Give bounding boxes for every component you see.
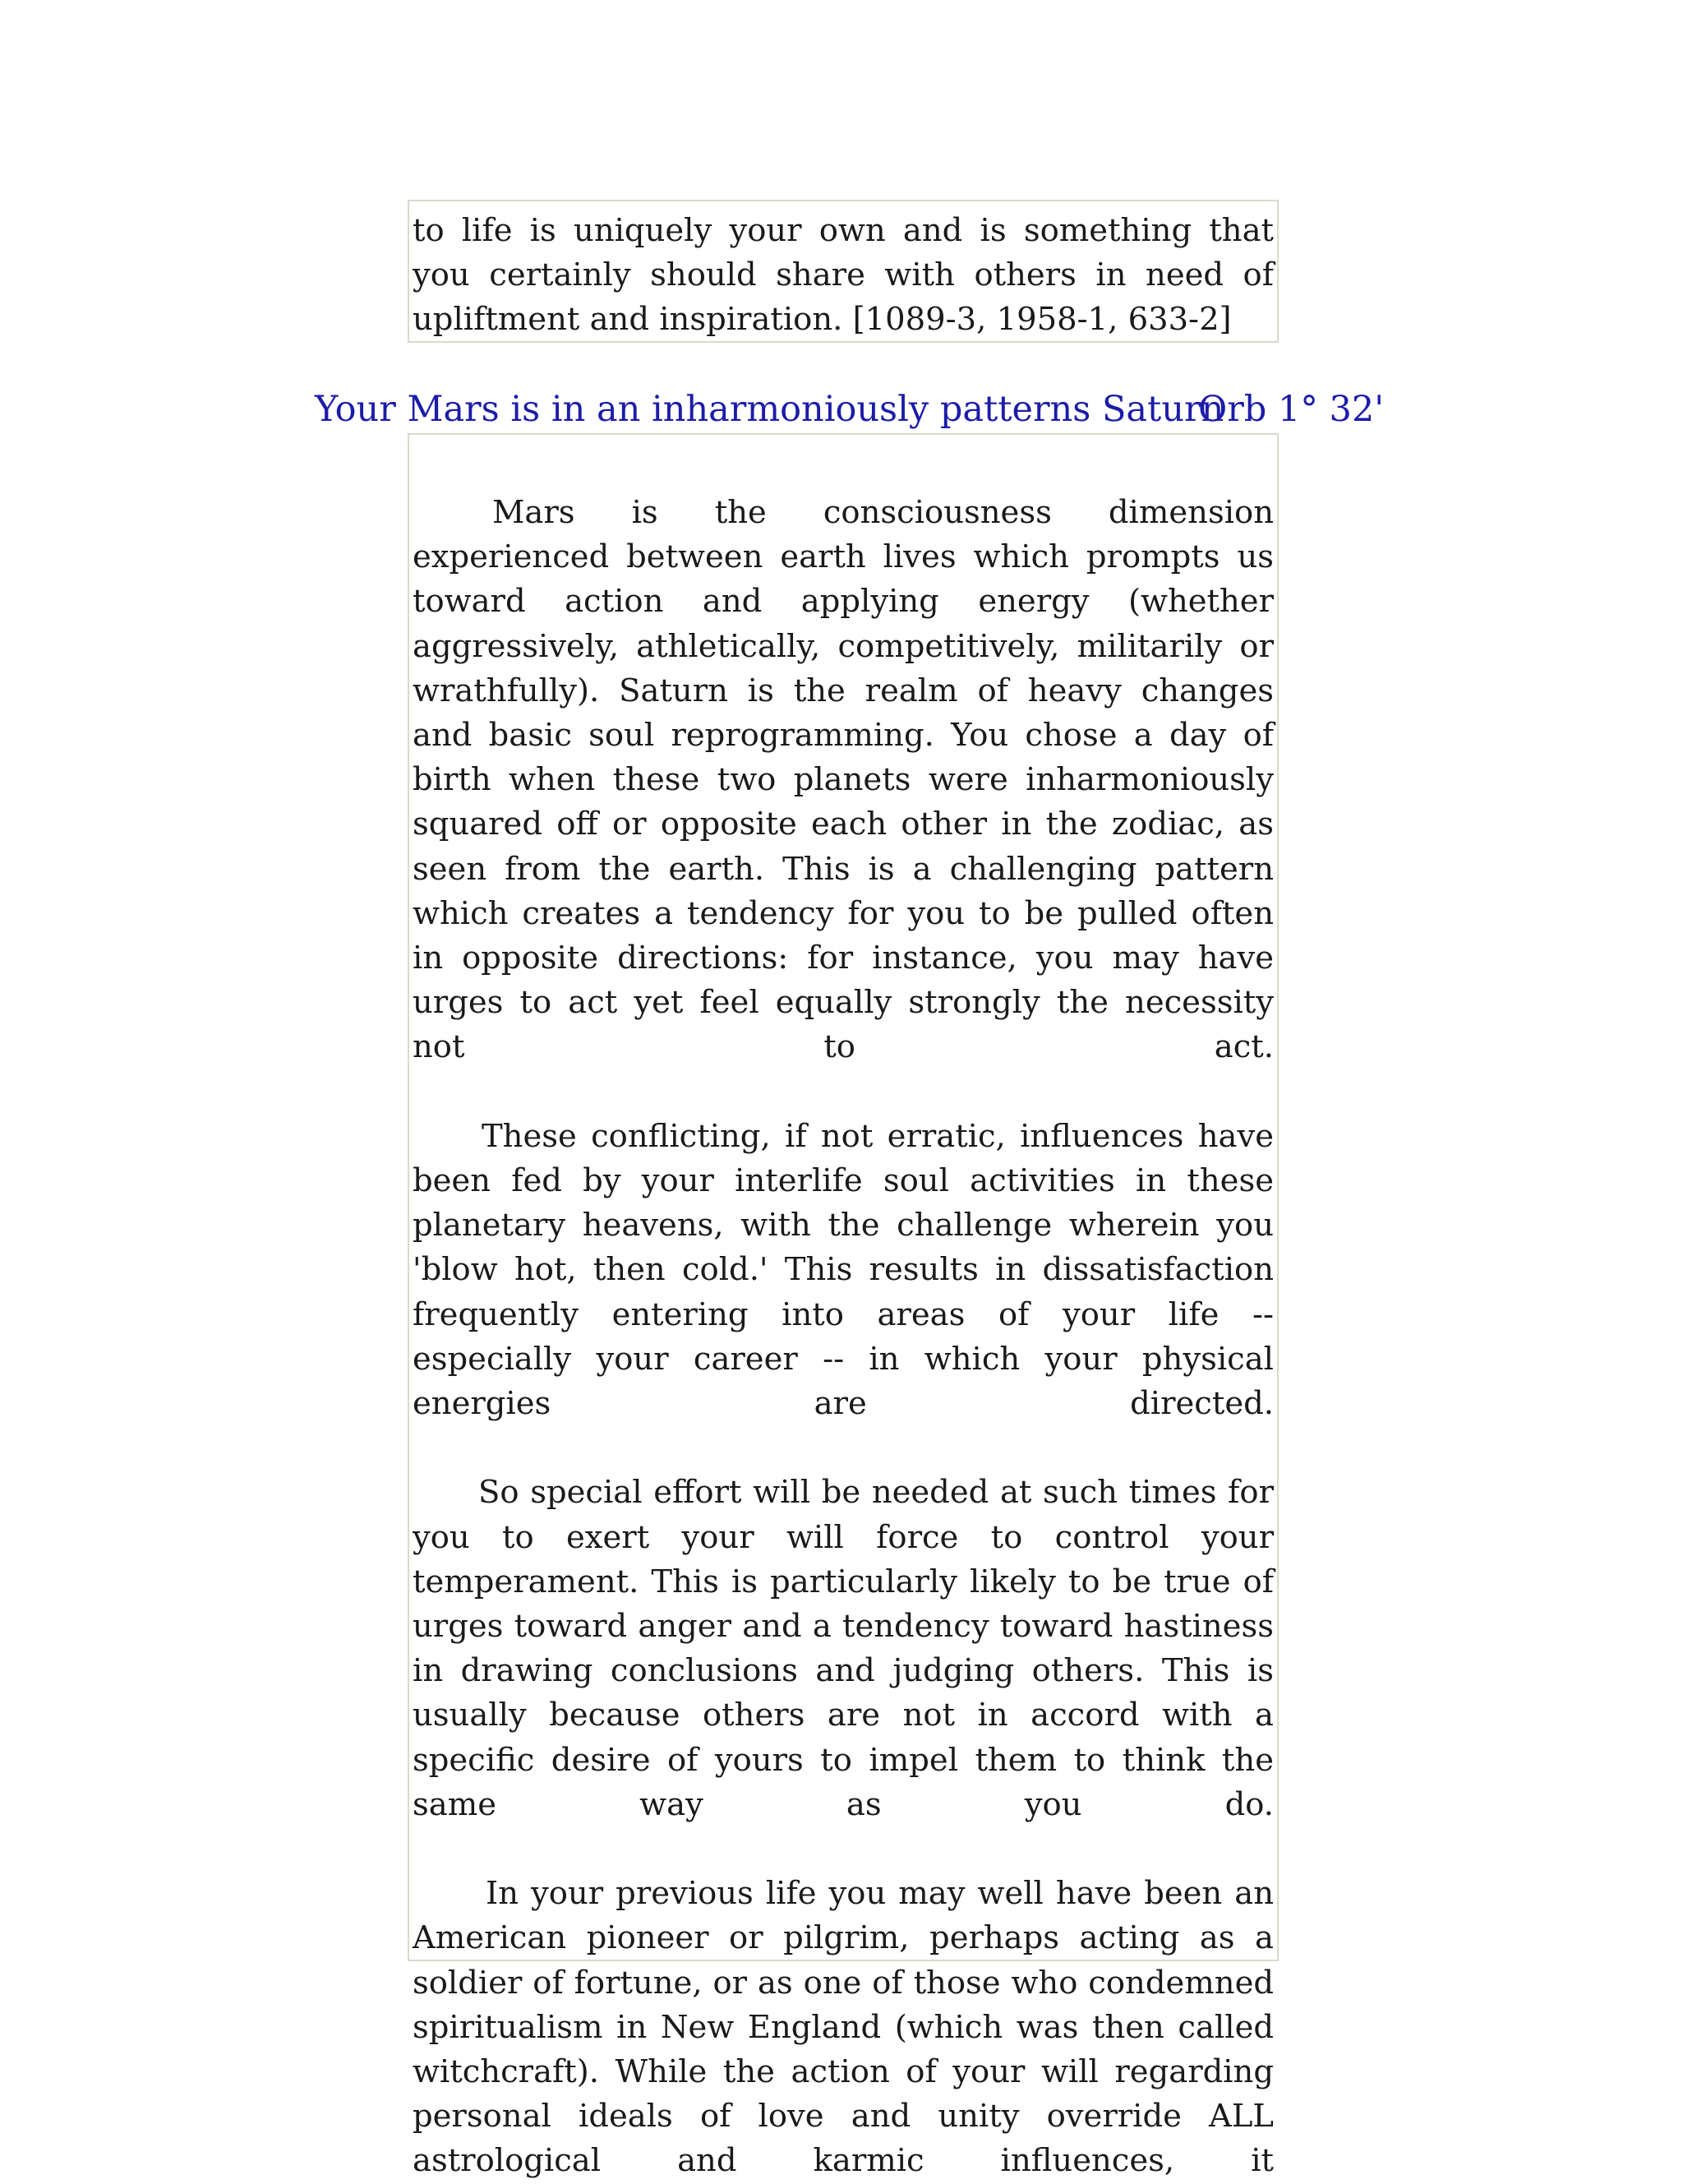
- paragraph-mars-saturn-intro: Mars is the consciousness dimension experienced between earth lives which prompts us toward action and applying energy (whether aggressively, athletically, competitively, militarily or wrathfully). Saturn is the realm of heavy changes and basic soul reprogramming. You chose a day of birth when these two planets were inharmoniously squared off or opposite each other in the zodiac, as seen from the earth. This is a challenging pattern which creates a tendency for you to be pulled often in opposite directions: for instance, you may have urges to act yet feel equally strongly the necessity not to act.: [413, 494, 1274, 1066]
- aspect-orb: Orb 1° 32': [1198, 389, 1385, 430]
- paragraph-gap: [413, 1827, 1274, 1872]
- aspect-interpretation-box: [408, 433, 1279, 2180]
- aspect-heading: [315, 385, 1385, 434]
- paragraph-gap: [413, 1426, 1274, 1471]
- paragraph-previous-life: In your previous life you may well have been an American pioneer or pilgrim, perhaps acting as a soldier of fortune, or as one of those who condemned spiritualism in New England (which was then called witchcraft). While the action of your will regarding personal ideals of love and unity override ALL astrological and karmic influences, it: [413, 1875, 1274, 2180]
- paragraph-conflicting-influences: These conflicting, if not erratic, influences have been fed by your interlife soul activities in these planetary heavens, with the challenge wherein you 'blow hot, then cold.' This results in dissatisfaction frequently entering into areas of your life -- especially your career -- in which your physical energies are directed.: [413, 1117, 1274, 1423]
- continued-text-box: [408, 200, 1279, 343]
- continued-paragraph: to life is uniquely your own and is something that you certainly should share with others in need of upliftment and inspiration. [1089-3, 1958-1, 633-2]: [413, 212, 1274, 339]
- paragraph-special-effort: So special effort will be needed at such times for you to exert your will force to control your temperament. This is particularly likely to be true of urges toward anger and a tendency toward hastiness in drawing conclusions and judging others. This is usually because others are not in accord with a specific desire of yours to impel them to think the same way as you do.: [413, 1474, 1274, 1823]
- paragraph-gap: [413, 1070, 1274, 1115]
- aspect-title: Your Mars is in an inharmoniously patterns Saturn: [315, 389, 1224, 430]
